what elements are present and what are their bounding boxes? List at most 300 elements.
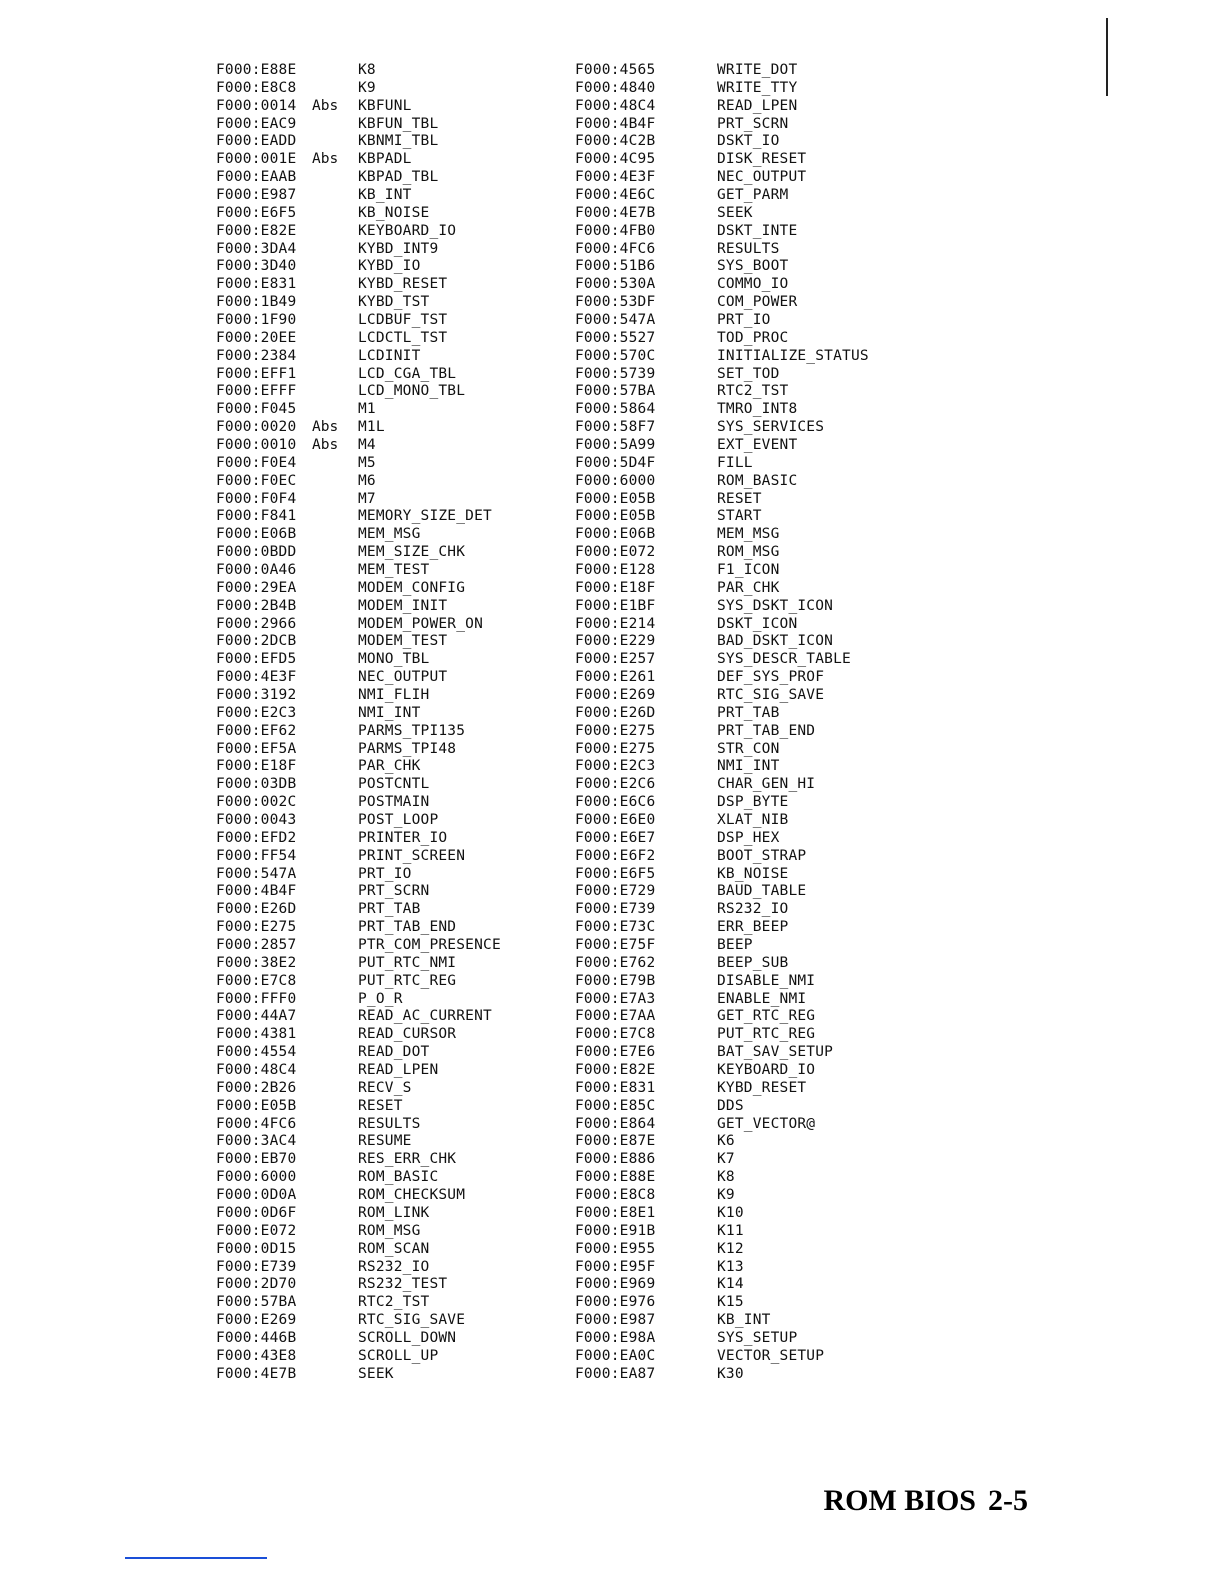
symbol-table-right-column (575, 61, 869, 1383)
symbol-name: PRT_IO (717, 311, 771, 328)
symbol-address: F000:E6E0 (575, 812, 656, 829)
symbol-address: F000:4FC6 (575, 240, 656, 257)
symbol-row (575, 400, 869, 418)
symbol-address: F000:E275 (216, 919, 297, 936)
symbol-address: F000:2D70 (216, 1276, 297, 1293)
symbol-address: F000:4B4F (575, 115, 656, 132)
symbol-row (575, 1133, 869, 1151)
symbol-row (216, 793, 501, 811)
symbol-row (216, 418, 501, 436)
symbol-name: PRT_SCRN (358, 883, 430, 900)
symbol-attribute: Abs (312, 436, 339, 453)
symbol-name: RTC2_TST (358, 1294, 430, 1311)
symbol-address: F000:0D15 (216, 1240, 297, 1257)
symbol-row (216, 722, 501, 740)
symbol-name: DSP_BYTE (717, 794, 789, 811)
symbol-address: F000:E729 (575, 883, 656, 900)
symbol-address: F000:E73C (575, 919, 656, 936)
symbol-row (575, 847, 869, 865)
symbol-row (575, 347, 869, 365)
symbol-address: F000:E831 (575, 1079, 656, 1096)
symbol-address: F000:F0F4 (216, 490, 297, 507)
symbol-name: KEYBOARD_IO (717, 1062, 816, 1079)
symbol-name: CHAR_GEN_HI (717, 776, 816, 793)
symbol-name: START (717, 508, 762, 525)
symbol-row (575, 204, 869, 222)
symbol-row (575, 1043, 869, 1061)
symbol-name: GET_VECTOR@ (717, 1115, 816, 1132)
symbol-address: F000:E7C8 (575, 1026, 656, 1043)
symbol-address: F000:E87E (575, 1133, 656, 1150)
symbol-address: F000:4554 (216, 1044, 297, 1061)
symbol-name: DSP_HEX (717, 829, 780, 846)
symbol-row (575, 436, 869, 454)
footer-section-title: ROM BIOS (823, 1484, 976, 1517)
symbol-name: COMMO_IO (717, 276, 789, 293)
symbol-row (216, 1061, 501, 1079)
symbol-name: DSKT_IO (717, 133, 780, 150)
symbol-address: F000:E6F5 (216, 204, 297, 221)
symbol-row (216, 829, 501, 847)
symbol-address: F000:2DCB (216, 633, 297, 650)
symbol-address: F000:4FB0 (575, 222, 656, 239)
symbol-row (575, 668, 869, 686)
symbol-row (216, 382, 501, 400)
symbol-address: F000:E987 (216, 186, 297, 203)
symbol-attribute: Abs (312, 419, 339, 436)
symbol-address: F000:48C4 (216, 1062, 297, 1079)
symbol-name: K13 (717, 1258, 744, 1275)
symbol-name: READ_LPEN (358, 1062, 439, 1079)
symbol-name: BAT_SAV_SETUP (717, 1044, 834, 1061)
symbol-row (575, 186, 869, 204)
symbol-address: F000:E85C (575, 1097, 656, 1114)
symbol-row (216, 1347, 501, 1365)
symbol-row (575, 222, 869, 240)
symbol-name: KBNMI_TBL (358, 133, 439, 150)
symbol-address: F000:1F90 (216, 311, 297, 328)
symbol-name: SCROLL_UP (358, 1347, 439, 1364)
symbol-name: PRT_IO (358, 865, 412, 882)
symbol-name: XLAT_NIB (717, 812, 789, 829)
symbol-address: F000:E2C6 (575, 776, 656, 793)
symbol-row (216, 1365, 501, 1383)
symbol-name: K9 (358, 79, 376, 96)
symbol-name: PAR_CHK (358, 758, 421, 775)
symbol-name: PARMS_TPI48 (358, 740, 457, 757)
symbol-row (216, 79, 501, 97)
symbol-name: RECV_S (358, 1079, 412, 1096)
symbol-name: PRT_TAB (358, 901, 421, 918)
symbol-row (575, 507, 869, 525)
symbol-address: F000:4565 (575, 61, 656, 78)
symbol-row (575, 1168, 869, 1186)
symbol-row (216, 740, 501, 758)
symbol-row (216, 775, 501, 793)
symbol-row (575, 1150, 869, 1168)
symbol-name: NMI_INT (358, 704, 421, 721)
symbol-address: F000:43E8 (216, 1347, 297, 1364)
symbol-name: POSTCNTL (358, 776, 430, 793)
symbol-name: ROM_LINK (358, 1204, 430, 1221)
symbol-address: F000:E05B (216, 1097, 297, 1114)
symbol-name: SYS_BOOT (717, 258, 789, 275)
symbol-row (216, 150, 501, 168)
symbol-address: F000:EAC9 (216, 115, 297, 132)
symbol-address: F000:E269 (216, 1312, 297, 1329)
symbol-address: F000:E2C3 (216, 704, 297, 721)
symbol-row (575, 1204, 869, 1222)
symbol-name: PTR_COM_PRESENCE (358, 937, 501, 954)
symbol-row (575, 1275, 869, 1293)
symbol-address: F000:FFF0 (216, 990, 297, 1007)
symbol-address: F000:E8E1 (575, 1204, 656, 1221)
symbol-row (575, 865, 869, 883)
symbol-name: MEM_TEST (358, 561, 430, 578)
symbol-name: KEYBOARD_IO (358, 222, 457, 239)
footer-page-number: 2-5 (988, 1484, 1028, 1517)
symbol-address: F000:E987 (575, 1312, 656, 1329)
symbol-address: F000:2857 (216, 937, 297, 954)
symbol-row (216, 1186, 501, 1204)
symbol-name: STR_CON (717, 740, 780, 757)
symbol-row (216, 1275, 501, 1293)
symbol-address: F000:E886 (575, 1151, 656, 1168)
symbol-address: F000:547A (575, 311, 656, 328)
symbol-name: MODEM_POWER_ON (358, 615, 484, 632)
symbol-name: KYBD_INT9 (358, 240, 439, 257)
symbol-address: F000:E06B (575, 526, 656, 543)
symbol-address: F000:E229 (575, 633, 656, 650)
symbol-address: F000:6000 (216, 1169, 297, 1186)
symbol-name: SYS_SETUP (717, 1329, 798, 1346)
symbol-row (575, 936, 869, 954)
symbol-row (216, 1329, 501, 1347)
symbol-name: MODEM_TEST (358, 633, 448, 650)
symbol-row (575, 454, 869, 472)
symbol-row (575, 740, 869, 758)
symbol-name: PUT_RTC_NMI (358, 954, 457, 971)
symbol-address: F000:5D4F (575, 454, 656, 471)
symbol-row (575, 990, 869, 1008)
symbol-row (216, 400, 501, 418)
symbol-address: F000:4FC6 (216, 1115, 297, 1132)
symbol-row (575, 1115, 869, 1133)
symbol-address: F000:51B6 (575, 258, 656, 275)
symbol-row (216, 1240, 501, 1258)
symbol-address: F000:001E (216, 151, 297, 168)
symbol-address: F000:4E3F (575, 169, 656, 186)
symbol-address: F000:530A (575, 276, 656, 293)
symbol-address: F000:03DB (216, 776, 297, 793)
symbol-row (216, 132, 501, 150)
symbol-name: RESET (717, 490, 762, 507)
symbol-row (216, 900, 501, 918)
symbol-row (216, 1311, 501, 1329)
symbol-name: SCROLL_DOWN (358, 1329, 457, 1346)
symbol-name: BOOT_STRAP (717, 847, 807, 864)
symbol-address: F000:0D6F (216, 1204, 297, 1221)
symbol-address: F000:20EE (216, 329, 297, 346)
symbol-row (575, 758, 869, 776)
symbol-address: F000:E75F (575, 937, 656, 954)
symbol-address: F000:3AC4 (216, 1133, 297, 1150)
symbol-row (575, 704, 869, 722)
symbol-row (216, 525, 501, 543)
symbol-name: BEEP (717, 937, 753, 954)
symbol-name: LCD_CGA_TBL (358, 365, 457, 382)
symbol-name: KB_NOISE (358, 204, 430, 221)
symbol-row (216, 222, 501, 240)
symbol-name: GET_PARM (717, 186, 789, 203)
symbol-row (216, 936, 501, 954)
symbol-address: F000:53DF (575, 294, 656, 311)
symbol-address: F000:29EA (216, 579, 297, 596)
symbol-row (575, 150, 869, 168)
symbol-name: M7 (358, 490, 376, 507)
symbol-address: F000:E06B (216, 526, 297, 543)
symbol-row (216, 257, 501, 275)
symbol-name: ROM_CHECKSUM (358, 1187, 466, 1204)
symbol-address: F000:EA0C (575, 1347, 656, 1364)
symbol-row (216, 918, 501, 936)
symbol-name: F1_ICON (717, 561, 780, 578)
symbol-address: F000:4E6C (575, 186, 656, 203)
symbol-row (216, 633, 501, 651)
symbol-name: PUT_RTC_REG (358, 972, 457, 989)
symbol-name: LCD_MONO_TBL (358, 383, 466, 400)
symbol-name: NEC_OUTPUT (717, 169, 807, 186)
symbol-row (216, 436, 501, 454)
symbol-name: SET_TOD (717, 365, 780, 382)
symbol-address: F000:2B26 (216, 1079, 297, 1096)
symbol-name: WRITE_DOT (717, 61, 798, 78)
symbol-address: F000:E275 (575, 740, 656, 757)
symbol-row (575, 1186, 869, 1204)
symbol-row (216, 579, 501, 597)
symbol-address: F000:002C (216, 794, 297, 811)
symbol-address: F000:0014 (216, 97, 297, 114)
symbol-name: READ_AC_CURRENT (358, 1008, 492, 1025)
symbol-name: TOD_PROC (717, 329, 789, 346)
symbol-address: F000:3DA4 (216, 240, 297, 257)
symbol-name: PRINTER_IO (358, 829, 448, 846)
symbol-row (216, 1222, 501, 1240)
symbol-name: K15 (717, 1294, 744, 1311)
symbol-name: M6 (358, 472, 376, 489)
symbol-address: F000:FF54 (216, 847, 297, 864)
symbol-address: F000:E955 (575, 1240, 656, 1257)
symbol-row (216, 365, 501, 383)
symbol-address: F000:1B49 (216, 294, 297, 311)
symbol-row (216, 668, 501, 686)
symbol-row (216, 1258, 501, 1276)
symbol-address: F000:F045 (216, 401, 297, 418)
symbol-row (575, 490, 869, 508)
symbol-name: MEM_MSG (358, 526, 421, 543)
symbol-address: F000:4E3F (216, 669, 297, 686)
symbol-row (575, 1061, 869, 1079)
symbol-row (216, 758, 501, 776)
symbol-row (575, 525, 869, 543)
symbol-address: F000:E91B (575, 1222, 656, 1239)
symbol-name: K30 (717, 1365, 744, 1382)
symbol-name: PUT_RTC_REG (717, 1026, 816, 1043)
symbol-name: DISK_RESET (717, 151, 807, 168)
symbol-name: KB_NOISE (717, 865, 789, 882)
symbol-address: F000:E05B (575, 508, 656, 525)
symbol-row (575, 883, 869, 901)
symbol-name: DSKT_ICON (717, 615, 798, 632)
symbol-address: F000:2384 (216, 347, 297, 364)
symbol-address: F000:EAAB (216, 169, 297, 186)
symbol-row (575, 365, 869, 383)
symbol-address: F000:E864 (575, 1115, 656, 1132)
symbol-name: RS232_IO (717, 901, 789, 918)
symbol-address: F000:E976 (575, 1294, 656, 1311)
symbol-name: MEM_SIZE_CHK (358, 544, 466, 561)
symbol-address: F000:EFF1 (216, 365, 297, 382)
symbol-attribute: Abs (312, 97, 339, 114)
symbol-name: M5 (358, 454, 376, 471)
symbol-name: COM_POWER (717, 294, 798, 311)
symbol-row (575, 132, 869, 150)
symbol-name: POST_LOOP (358, 812, 439, 829)
symbol-address: F000:EADD (216, 133, 297, 150)
symbol-name: M1 (358, 401, 376, 418)
symbol-row (575, 686, 869, 704)
symbol-address: F000:E7C8 (216, 972, 297, 989)
symbol-row (216, 490, 501, 508)
symbol-address: F000:58F7 (575, 419, 656, 436)
page-edge-line (1106, 18, 1108, 96)
symbol-name: ENABLE_NMI (717, 990, 807, 1007)
symbol-name: K10 (717, 1204, 744, 1221)
symbol-name: PRINT_SCREEN (358, 847, 466, 864)
symbol-row (216, 1150, 501, 1168)
symbol-address: F000:4E7B (216, 1365, 297, 1382)
symbol-name: PRT_SCRN (717, 115, 789, 132)
symbol-address: F000:E762 (575, 954, 656, 971)
symbol-row (216, 883, 501, 901)
symbol-name: SYS_DESCR_TABLE (717, 651, 851, 668)
symbol-name: RES_ERR_CHK (358, 1151, 457, 1168)
symbol-address: F000:E739 (216, 1258, 297, 1275)
symbol-row (575, 900, 869, 918)
symbol-row (575, 1293, 869, 1311)
symbol-name: SYS_DSKT_ICON (717, 597, 834, 614)
symbol-address: F000:0043 (216, 812, 297, 829)
symbol-address: F000:44A7 (216, 1008, 297, 1025)
symbol-row (216, 1168, 501, 1186)
symbol-row (575, 115, 869, 133)
symbol-address: F000:E18F (575, 579, 656, 596)
symbol-name: LCDBUF_TST (358, 311, 448, 328)
symbol-address: F000:E8C8 (216, 79, 297, 96)
symbol-name: SEEK (358, 1365, 394, 1382)
symbol-name: EXT_EVENT (717, 436, 798, 453)
symbol-name: ROM_SCAN (358, 1240, 430, 1257)
symbol-name: ROM_BASIC (358, 1169, 439, 1186)
symbol-table-left-column (216, 61, 501, 1383)
symbol-row (216, 61, 501, 79)
symbol-row (216, 311, 501, 329)
symbol-name: K8 (717, 1169, 735, 1186)
symbol-row (575, 793, 869, 811)
symbol-row (575, 633, 869, 651)
symbol-address: F000:4B4F (216, 883, 297, 900)
symbol-row (216, 543, 501, 561)
symbol-address: F000:E739 (575, 901, 656, 918)
symbol-name: BAUD_TABLE (717, 883, 807, 900)
symbol-address: F000:E7AA (575, 1008, 656, 1025)
symbol-name: K7 (717, 1151, 735, 1168)
symbol-row (575, 79, 869, 97)
symbol-address: F000:EB70 (216, 1151, 297, 1168)
symbol-row (216, 1008, 501, 1026)
symbol-name: KBFUNL (358, 97, 412, 114)
symbol-name: RESET (358, 1097, 403, 1114)
symbol-row (575, 579, 869, 597)
symbol-address: F000:E2C3 (575, 758, 656, 775)
symbol-address: F000:0020 (216, 419, 297, 436)
symbol-address: F000:EFFF (216, 383, 297, 400)
symbol-address: F000:6000 (575, 472, 656, 489)
symbol-address: F000:E214 (575, 615, 656, 632)
symbol-name: P_O_R (358, 990, 403, 1007)
symbol-address: F000:EFD2 (216, 829, 297, 846)
symbol-row (216, 1204, 501, 1222)
symbol-row (216, 811, 501, 829)
symbol-address: F000:5739 (575, 365, 656, 382)
symbol-address: F000:446B (216, 1329, 297, 1346)
symbol-name: DISABLE_NMI (717, 972, 816, 989)
symbol-row (575, 972, 869, 990)
symbol-address: F000:EA87 (575, 1365, 656, 1382)
symbol-name: KB_INT (358, 186, 412, 203)
symbol-name: FILL (717, 454, 753, 471)
symbol-address: F000:E7E6 (575, 1044, 656, 1061)
symbol-name: LCDINIT (358, 347, 421, 364)
symbol-row (575, 1097, 869, 1115)
symbol-name: INITIALIZE_STATUS (717, 347, 869, 364)
symbol-name: K8 (358, 61, 376, 78)
symbol-row (216, 865, 501, 883)
symbol-address: F000:E88E (216, 61, 297, 78)
symbol-address: F000:E98A (575, 1329, 656, 1346)
symbol-address: F000:E82E (575, 1062, 656, 1079)
symbol-row (216, 847, 501, 865)
symbol-name: RS232_TEST (358, 1276, 448, 1293)
symbol-row (216, 704, 501, 722)
symbol-row (575, 61, 869, 79)
symbol-row (216, 186, 501, 204)
symbol-row (575, 1240, 869, 1258)
symbol-row (575, 311, 869, 329)
symbol-address: F000:4381 (216, 1026, 297, 1043)
symbol-row (216, 275, 501, 293)
symbol-row (575, 168, 869, 186)
symbol-row (575, 1025, 869, 1043)
symbol-name: ERR_BEEP (717, 919, 789, 936)
symbol-row (575, 615, 869, 633)
symbol-name: RESULTS (358, 1115, 421, 1132)
symbol-name: K12 (717, 1240, 744, 1257)
symbol-name: K6 (717, 1133, 735, 1150)
symbol-name: K9 (717, 1187, 735, 1204)
symbol-address: F000:E6E7 (575, 829, 656, 846)
symbol-address: F000:E26D (575, 704, 656, 721)
